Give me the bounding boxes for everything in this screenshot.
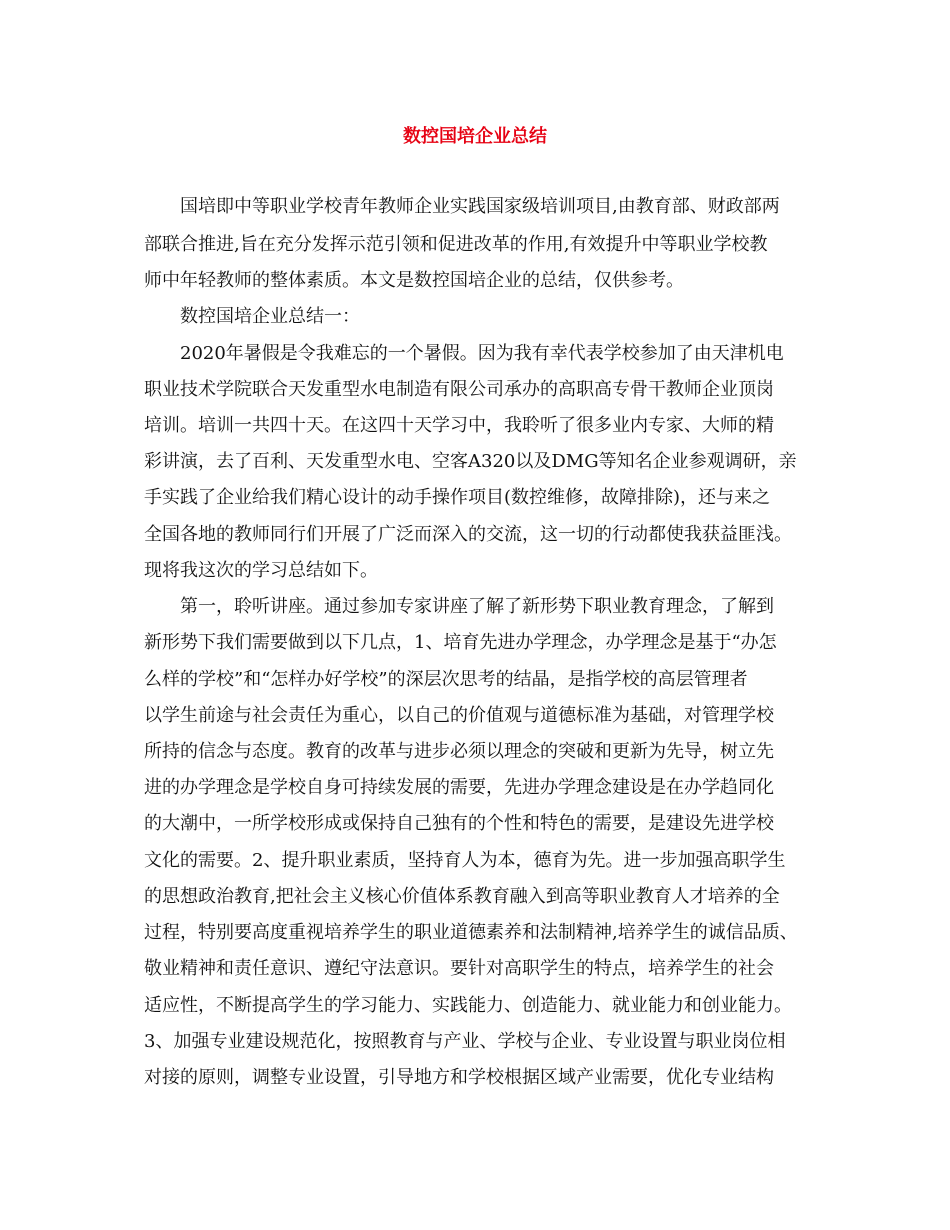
body-line: 的思想政治教育,把社会主义核心价值体系教育融入到高等职业教育人才培养的全 [144,886,780,907]
document-title: 数控国培企业总结 [403,126,547,147]
body-line: 国培即中等职业学校青年教师企业实践国家级培训项目,由教育部、财政部两 [180,196,780,217]
body-line: 第一，聆听讲座。通过参加专家讲座了解了新形势下职业教育理念，了解到 [180,596,774,617]
body-line: 适应性，不断提高学生的学习能力、实践能力、创造能力、就业能力和创业能力。 [144,995,792,1016]
body-line: 职业技术学院联合天发重型水电制造有限公司承办的高职高专骨干教师企业顶岗 [144,379,774,400]
body-line: 手实践了企业给我们精心设计的动手操作项目(数控维修，故障排除)，还与来之 [144,487,771,508]
body-line: 2020年暑假是令我难忘的一个暑假。因为我有幸代表学校参加了由天津机电 [180,343,784,364]
body-line: 新形势下我们需要做到以下几点，1、培育先进办学理念，办学理念是基于“办怎 [144,632,777,653]
body-line: 以学生前途与社会责任为重心，以自己的价值观与道德标准为基础，对管理学校 [144,705,774,726]
body-line: 么样的学校”和“怎样办好学校”的深层次思考的结晶，是指学校的高层管理者 [144,669,748,690]
body-line: 培训。培训一共四十天。在这四十天学习中，我聆听了很多业内专家、大师的精 [144,415,774,436]
body-line: 彩讲演，去了百利、天发重型水电、空客A320以及DMG等知名企业参观调研，亲 [144,451,797,472]
body-line: 对接的原则，调整专业设置，引导地方和学校根据区域产业需要，优化专业结构 [144,1067,774,1088]
body-line: 所持的信念与态度。教育的改革与进步必须以理念的突破和更新为先导，树立先 [144,741,774,762]
body-line: 过程，特别要高度重视培养学生的职业道德素养和法制精神,培养学生的诚信品质、 [144,922,798,943]
body-line: 数控国培企业总结一： [180,306,360,327]
body-line: 全国各地的教师同行们开展了广泛而深入的交流，这一切的行动都使我获益匪浅。 [144,524,792,545]
body-line: 3、加强专业建设规范化，按照教育与产业、学校与企业、专业设置与职业岗位相 [144,1031,786,1052]
body-line: 师中年轻教师的整体素质。本文是数控国培企业的总结，仅供参考。 [144,270,684,291]
body-line: 部联合推进,旨在充分发挥示范引领和促进改革的作用,有效提升中等职业学校教 [144,234,768,255]
body-line: 的大潮中，一所学校形成或保持自己独有的个性和特色的需要，是建设先进学校 [144,813,774,834]
body-line: 进的办学理念是学校自身可持续发展的需要，先进办学理念建设是在办学趋同化 [144,777,774,798]
body-line: 文化的需要。2、提升职业素质，坚持育人为本，德育为先。进一步加强高职学生 [144,850,786,871]
body-line: 现将我这次的学习总结如下。 [144,560,378,581]
body-line: 敬业精神和责任意识、遵纪守法意识。要针对高职学生的特点，培养学生的社会 [144,958,774,979]
